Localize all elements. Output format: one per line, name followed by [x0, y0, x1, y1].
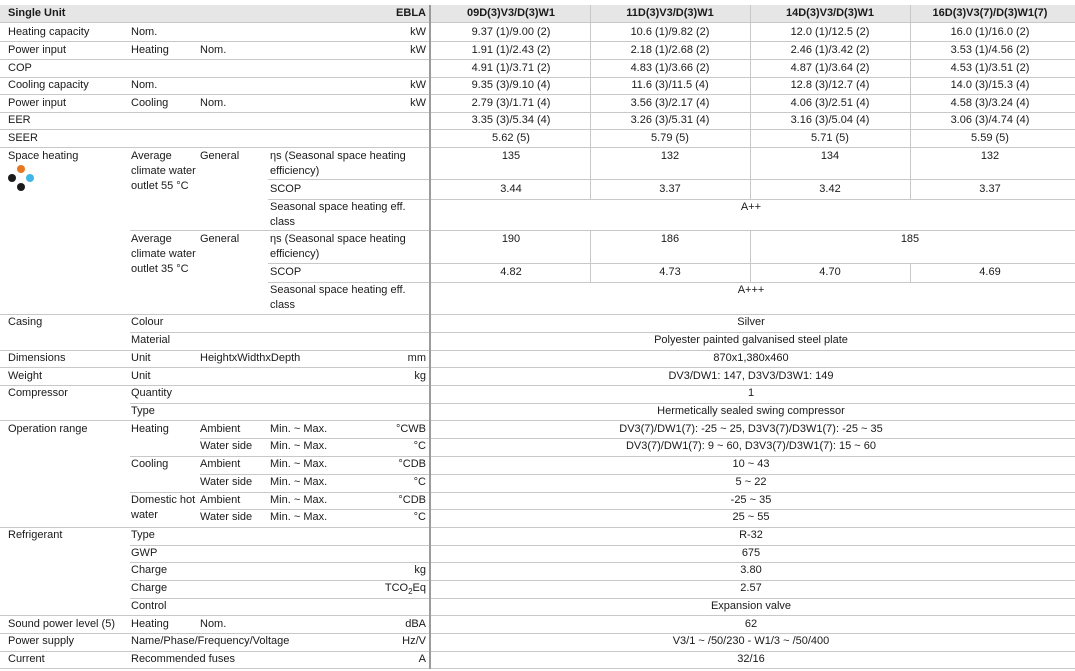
value-cell: 12.0 (1)/12.5 (2): [790, 26, 870, 38]
label-seer: SEER: [8, 132, 38, 144]
value-cell: 185: [900, 233, 920, 245]
label-avg-climate-55: Average climate water outlet 55 °C: [131, 150, 196, 192]
value-cell: Expansion valve: [710, 600, 792, 612]
header-model-2: 11D(3)V3/D(3)W1: [626, 7, 714, 19]
label-sound-power-level: Sound power level (5): [8, 618, 116, 630]
value-cell: 3.42: [819, 183, 841, 195]
label-charge: Charge: [131, 564, 168, 576]
label-power-input: Power input: [8, 44, 67, 56]
value-cell: 3.80: [740, 564, 762, 576]
value-cell: 5.71 (5): [811, 132, 849, 144]
value-cell: 11.6 (3)/11.5 (4): [631, 79, 709, 91]
label-operation-range: Operation range: [8, 423, 88, 435]
value-cell: 2.79 (3)/1.71 (4): [471, 97, 551, 109]
value-cell: 3.37: [659, 183, 681, 195]
value-cell: 25 ~ 55: [732, 511, 770, 523]
label-minmax: Min. ~ Max.: [270, 511, 328, 523]
value-cell: 62: [744, 618, 758, 630]
unit-hzv: Hz/V: [402, 635, 426, 647]
label-nom: Nom.: [131, 79, 158, 91]
label-ambient: Ambient: [200, 494, 241, 506]
label-heating-capacity: Heating capacity: [8, 26, 90, 38]
unit-degc: °C: [413, 511, 426, 523]
label-type: Type: [131, 405, 155, 417]
unit-kw: kW: [410, 97, 426, 109]
label-power-input: Power input: [8, 97, 67, 109]
label-scop: SCOP: [270, 183, 302, 195]
value-cell: 3.56 (3)/2.17 (4): [630, 97, 710, 109]
value-cell: 14.0 (3)/15.3 (4): [950, 79, 1030, 91]
header-brand: EBLA: [396, 7, 426, 19]
value-cell: 9.35 (3)/9.10 (4): [471, 79, 551, 91]
label-cooling: Cooling: [131, 97, 169, 109]
label-charge: Charge: [131, 582, 168, 594]
unit-tco2eq: $TCO_2Eq$: [384, 582, 426, 597]
label-colour: Colour: [131, 316, 164, 328]
header-title: Single Unit: [8, 7, 66, 19]
value-cell: 132: [660, 150, 680, 162]
value-cell: 12.8 (3)/12.7 (4): [790, 79, 870, 91]
label-nom: Nom.: [200, 97, 227, 109]
label-nom: Nom.: [131, 26, 158, 38]
value-cell: Polyester painted galvanised steel plate: [654, 334, 848, 346]
label-hwd: HeightxWidthxDepth: [200, 352, 301, 364]
label-ambient: Ambient: [200, 423, 241, 435]
value-cell: 190: [501, 233, 521, 245]
label-gwp: GWP: [131, 547, 158, 559]
label-compressor: Compressor: [8, 387, 68, 399]
label-minmax: Min. ~ Max.: [270, 476, 328, 488]
value-cell: 3.26 (3)/5.31 (4): [630, 114, 710, 126]
label-weight: Weight: [8, 370, 43, 382]
unit-degc: °C: [413, 476, 426, 488]
label-space-heating: Space heating: [8, 150, 79, 162]
value-cell: 4.70: [819, 266, 841, 278]
label-seasonal-class: Seasonal space heating eff. class: [270, 284, 406, 311]
label-heating: Heating: [131, 423, 169, 435]
unit-kg: kg: [414, 564, 426, 576]
value-cell: 132: [980, 150, 1000, 162]
value-cell: 4.69: [979, 266, 1001, 278]
unit-cwb: °CWB: [395, 423, 426, 435]
label-recommended-fuses: Recommended fuses: [131, 653, 235, 665]
label-water-side: Water side: [200, 440, 253, 452]
value-cell: A++: [740, 201, 762, 213]
value-cell: 16.0 (1)/16.0 (2): [950, 26, 1030, 38]
value-cell: 2.57: [740, 582, 762, 594]
unit-kw: kW: [410, 26, 426, 38]
value-cell: R-32: [739, 529, 763, 541]
label-npfv: Name/Phase/Frequency/Voltage: [131, 635, 290, 647]
value-cell: 3.37: [979, 183, 1001, 195]
value-cell: 4.53 (1)/3.51 (2): [950, 62, 1030, 74]
value-cell: 3.53 (1)/4.56 (2): [950, 44, 1030, 56]
value-cell: 3.44: [500, 183, 522, 195]
label-material: Material: [131, 334, 171, 346]
value-cell: 135: [501, 150, 521, 162]
value-cell: 870x1,380x460: [713, 352, 789, 364]
value-cell: 10.6 (1)/9.82 (2): [630, 26, 710, 38]
value-cell: 1.91 (1)/2.43 (2): [471, 44, 551, 56]
space-heating-icon: [8, 165, 38, 193]
label-general: General: [200, 233, 240, 245]
label-minmax: Min. ~ Max.: [270, 494, 328, 506]
unit-cdb: °CDB: [398, 494, 426, 506]
label-unit: Unit: [131, 370, 151, 382]
label-scop: SCOP: [270, 266, 302, 278]
value-cell: V3/1 ~ /50/230 - W1/3 ~ /50/400: [672, 635, 830, 647]
value-cell: 2.18 (1)/2.68 (2): [630, 44, 710, 56]
label-nom: Nom.: [200, 618, 227, 630]
label-water-side: Water side: [200, 476, 253, 488]
value-cell: 4.91 (1)/3.71 (2): [471, 62, 551, 74]
unit-kw: kW: [410, 79, 426, 91]
value-cell: 4.73: [659, 266, 681, 278]
value-cell: 32/16: [737, 653, 765, 665]
label-minmax: Min. ~ Max.: [270, 423, 328, 435]
label-dimensions: Dimensions: [8, 352, 66, 364]
value-cell: 1: [747, 387, 755, 399]
label-ns: ηs (Seasonal space heating efficiency): [270, 150, 406, 177]
label-casing: Casing: [8, 316, 43, 328]
label-unit: Unit: [131, 352, 151, 364]
value-cell: Hermetically sealed swing compressor: [657, 405, 845, 417]
label-ns: ηs (Seasonal space heating efficiency): [270, 233, 406, 260]
label-control: Control: [131, 600, 167, 612]
value-cell: 4.06 (3)/2.51 (4): [790, 97, 870, 109]
label-minmax: Min. ~ Max.: [270, 458, 328, 470]
value-cell: 5.79 (5): [651, 132, 689, 144]
label-nom: Nom.: [200, 44, 227, 56]
label-minmax: Min. ~ Max.: [270, 440, 328, 452]
label-type: Type: [131, 529, 155, 541]
value-cell: 10 ~ 43: [732, 458, 770, 470]
value-cell: 5 ~ 22: [735, 476, 767, 488]
label-ambient: Ambient: [200, 458, 241, 470]
value-cell: 9.37 (1)/9.00 (2): [471, 26, 551, 38]
label-seasonal-class: Seasonal space heating eff. class: [270, 201, 406, 228]
unit-mm: mm: [407, 352, 426, 364]
value-cell: 186: [660, 233, 680, 245]
value-cell: 4.58 (3)/3.24 (4): [950, 97, 1030, 109]
header-model-1: 09D(3)V3/D(3)W1: [466, 7, 556, 19]
value-cell: 2.46 (1)/3.42 (2): [790, 44, 870, 56]
header-model-4: 16D(3)V3(7)/D(3)W1(7): [932, 7, 1048, 19]
value-cell: 675: [741, 547, 761, 559]
value-cell: DV3/DW1: 147, D3V3/D3W1: 149: [668, 370, 834, 382]
label-domestic-hot-water: Domestic hot water: [131, 494, 196, 521]
unit-dba: dBA: [405, 618, 426, 630]
label-cooling-capacity: Cooling capacity: [8, 79, 89, 91]
label-power-supply: Power supply: [8, 635, 75, 647]
label-cooling: Cooling: [131, 458, 169, 470]
unit-amp: A: [418, 653, 426, 665]
value-cell: Silver: [737, 316, 765, 328]
label-current: Current: [8, 653, 45, 665]
unit-cdb: °CDB: [398, 458, 426, 470]
value-cell: 5.59 (5): [971, 132, 1009, 144]
value-cell: A+++: [737, 284, 765, 296]
unit-degc: °C: [413, 440, 426, 452]
label-cop: COP: [8, 62, 32, 74]
value-cell: 3.06 (3)/4.74 (4): [950, 114, 1030, 126]
value-cell: 4.83 (1)/3.66 (2): [630, 62, 710, 74]
value-cell: 3.16 (3)/5.04 (4): [790, 114, 870, 126]
label-avg-climate-35: Average climate water outlet 35 °C: [131, 233, 196, 275]
header-model-3: 14D(3)V3/D(3)W1: [785, 7, 875, 19]
value-cell: 3.35 (3)/5.34 (4): [471, 114, 551, 126]
value-cell: 5.62 (5): [492, 132, 530, 144]
label-refrigerant: Refrigerant: [8, 529, 63, 541]
value-cell: 134: [820, 150, 840, 162]
label-water-side: Water side: [200, 511, 253, 523]
label-eer: EER: [8, 114, 31, 126]
label-quantity: Quantity: [131, 387, 172, 399]
value-cell: DV3(7)/DW1(7): -25 ~ 25, D3V3(7)/D3W1(7): -25 ~ 35: [619, 423, 883, 435]
label-general: General: [200, 150, 240, 162]
label-heating: Heating: [131, 44, 169, 56]
value-cell: 4.87 (1)/3.64 (2): [790, 62, 870, 74]
value-cell: -25 ~ 35: [730, 494, 772, 506]
unit-kw: kW: [410, 44, 426, 56]
unit-kg: kg: [414, 370, 426, 382]
value-cell: 4.82: [500, 266, 522, 278]
label-heating: Heating: [131, 618, 169, 630]
value-cell: DV3(7)/DW1(7): 9 ~ 60, D3V3(7)/D3W1(7): 15 ~ 60: [625, 440, 877, 452]
